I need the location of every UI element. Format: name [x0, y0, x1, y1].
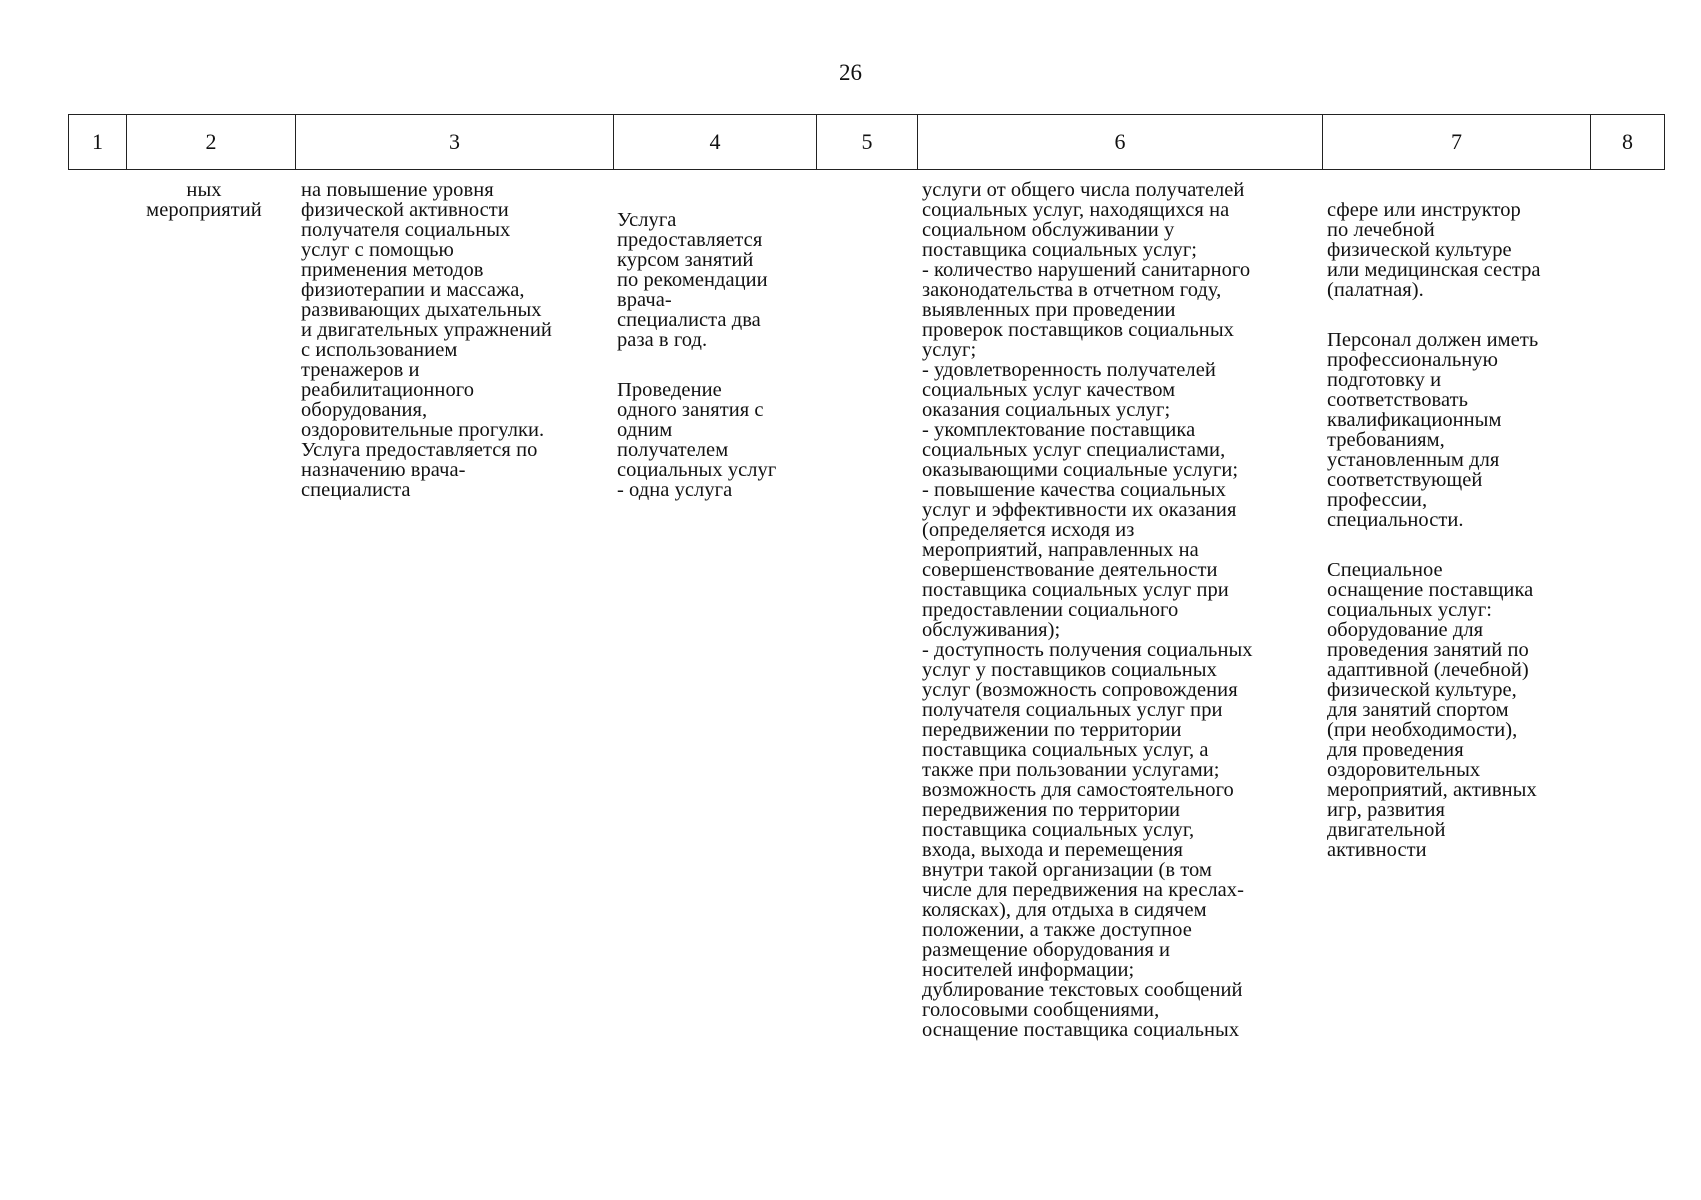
column-6-text: услуги от общего числа получателей социальных услуг, находящихся на социальном обслуживании у поставщика социальных услуг; - количество нарушений санитарного законодательства в отчетном году, выявленных при проведении проверок поставщиков социальных услуг; - удовлетворенность получателей социальных услуг качеством оказания социальных услуг; - укомплектование поставщика социальных услуг специалистами, оказывающими социальные услуги; - повышение качества социальных услуг и эффективности их оказания (определяется исходя из мероприятий, направленных на совершенствование деятельности поставщика социальных услуг при предоставлении социального обслуживания); - доступность получения социальных услуг у поставщиков социальных услуг (возможность сопровождения получателя социальных услуг при передвижении по территории поставщика социальных услуг, а также при пользовании услугами; возможность для самостоятельного передвижения по территории поставщика социальных услуг, входа, выхода и перемещения внутри такой организации (в том числе для передвижения на креслах- колясках), для отдыха в сидячем положении, а также доступное размещение оборудования и носителей информации; дублирование текстовых сообщений голосовыми сообщениями, оснащение поставщика социальных [922, 179, 1253, 1041]
header-col-7: 7 [1323, 115, 1591, 170]
header-col-4: 4 [614, 115, 817, 170]
column-4-paragraph-1: Услуга предоставляется курсом занятий по рекомендации врача- специалиста два раза в год. [617, 209, 768, 351]
header-col-5: 5 [817, 115, 918, 170]
column-2-text: ных мероприятий [146, 179, 262, 221]
header-col-8: 8 [1591, 115, 1665, 170]
column-7-paragraph-2: Персонал должен иметь профессиональную подготовку и соответствовать квалификационным требованиям, установленным для соответствующей профессии, специальности. [1327, 329, 1539, 531]
column-4-paragraph-2: Проведение одного занятия с одним получателем социальных услуг - одна услуга [617, 379, 777, 501]
column-number-header [68, 114, 1665, 170]
column-3-text: на повышение уровня физической активности получателя социальных услуг с помощью применения методов физиотерапии и массажа, развивающих дыхательных и двигательных упражнений с использованием тренажеров и реабилитационного оборудования, оздоровительные прогулки. Услуга предоставляется по назначению врача- специалиста [301, 179, 552, 501]
column-4-cell [617, 190, 817, 520]
header-col-6: 6 [918, 115, 1323, 170]
header-col-1: 1 [69, 115, 127, 170]
page-number: 26 [839, 60, 862, 85]
column-7-paragraph-1: сфере или инструктор по лечебной физической культуре или медицинская сестра (палатная). [1327, 199, 1541, 301]
column-7-paragraph-3: Специальное оснащение поставщика социальных услуг: оборудование для проведения занятий по адаптивной (лечебной) физической культуре, для занятий спортом (при необходимости), для проведения оздоровительных мероприятий, активных игр, развития двигательной активности [1327, 559, 1537, 861]
header-col-2: 2 [127, 115, 296, 170]
column-7-cell [1327, 180, 1607, 880]
header-col-3: 3 [296, 115, 614, 170]
